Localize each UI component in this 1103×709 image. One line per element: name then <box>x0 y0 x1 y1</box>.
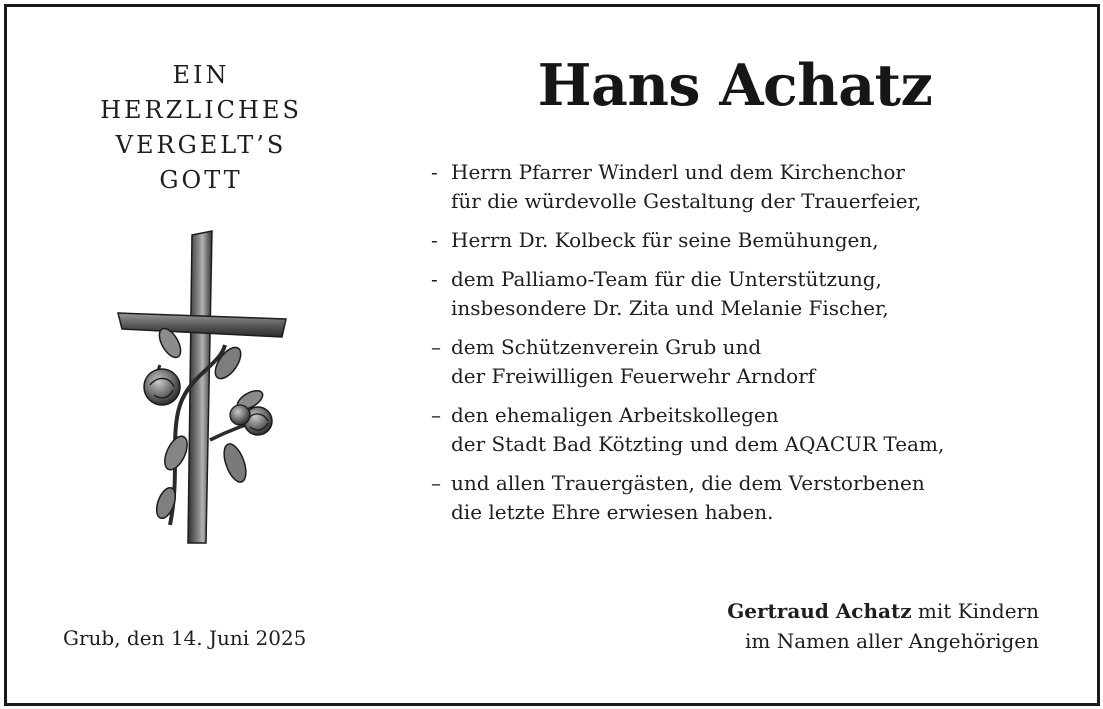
thanks-line: insbesondere Dr. Zita und Melanie Fischer, <box>451 296 889 320</box>
list-dash: - <box>431 160 438 184</box>
list-dash: – <box>431 403 441 427</box>
heading-block <box>56 58 346 198</box>
signature-line <box>669 596 1039 626</box>
thanks-line: der Stadt Bad Kötzting und dem AQACUR Team, <box>451 432 945 456</box>
signatory-suffix: mit Kindern <box>911 599 1039 623</box>
thanks-line: dem Schützenverein Grub und <box>451 335 762 359</box>
heading-line: VERGELT’S <box>115 131 287 159</box>
thanks-item <box>431 226 1071 255</box>
thanks-line: Herrn Dr. Kolbeck für seine Bemühungen, <box>451 228 879 252</box>
thanks-list <box>431 158 1071 537</box>
list-dash: - <box>431 267 438 291</box>
signature-line: im Namen aller Angehörigen <box>744 629 1039 653</box>
cross-with-roses-image <box>110 225 300 550</box>
list-dash: - <box>431 228 438 252</box>
thanks-line: dem Palliamo-Team für die Unterstützung, <box>451 267 882 291</box>
heading-line: GOTT <box>159 166 243 194</box>
heading-line: EIN <box>172 61 230 89</box>
list-dash: – <box>431 335 441 359</box>
list-dash: – <box>431 471 441 495</box>
thanks-line: der Freiwilligen Feuerwehr Arndorf <box>451 364 816 388</box>
signature-block <box>669 596 1039 656</box>
thanks-line: und allen Trauergästen, die dem Verstorbenen <box>451 471 925 495</box>
thanks-item <box>431 469 1071 527</box>
signatory-name: Gertraud Achatz <box>727 599 912 623</box>
thanks-item <box>431 265 1071 323</box>
thanks-item <box>431 333 1071 391</box>
deceased-name-title: Hans Achatz <box>537 52 933 119</box>
thanks-line: die letzte Ehre erwiesen haben. <box>451 500 774 524</box>
heading-line: HERZLICHES <box>100 96 302 124</box>
thanks-line: den ehemaligen Arbeitskollegen <box>451 403 779 427</box>
thanks-line: Herrn Pfarrer Winderl und dem Kirchenchor <box>451 160 905 184</box>
thanks-item <box>431 401 1071 459</box>
thanks-line: für die würdevolle Gestaltung der Trauerfeier, <box>451 189 922 213</box>
place-and-date: Grub, den 14. Juni 2025 <box>63 626 307 650</box>
thanks-item <box>431 158 1071 216</box>
